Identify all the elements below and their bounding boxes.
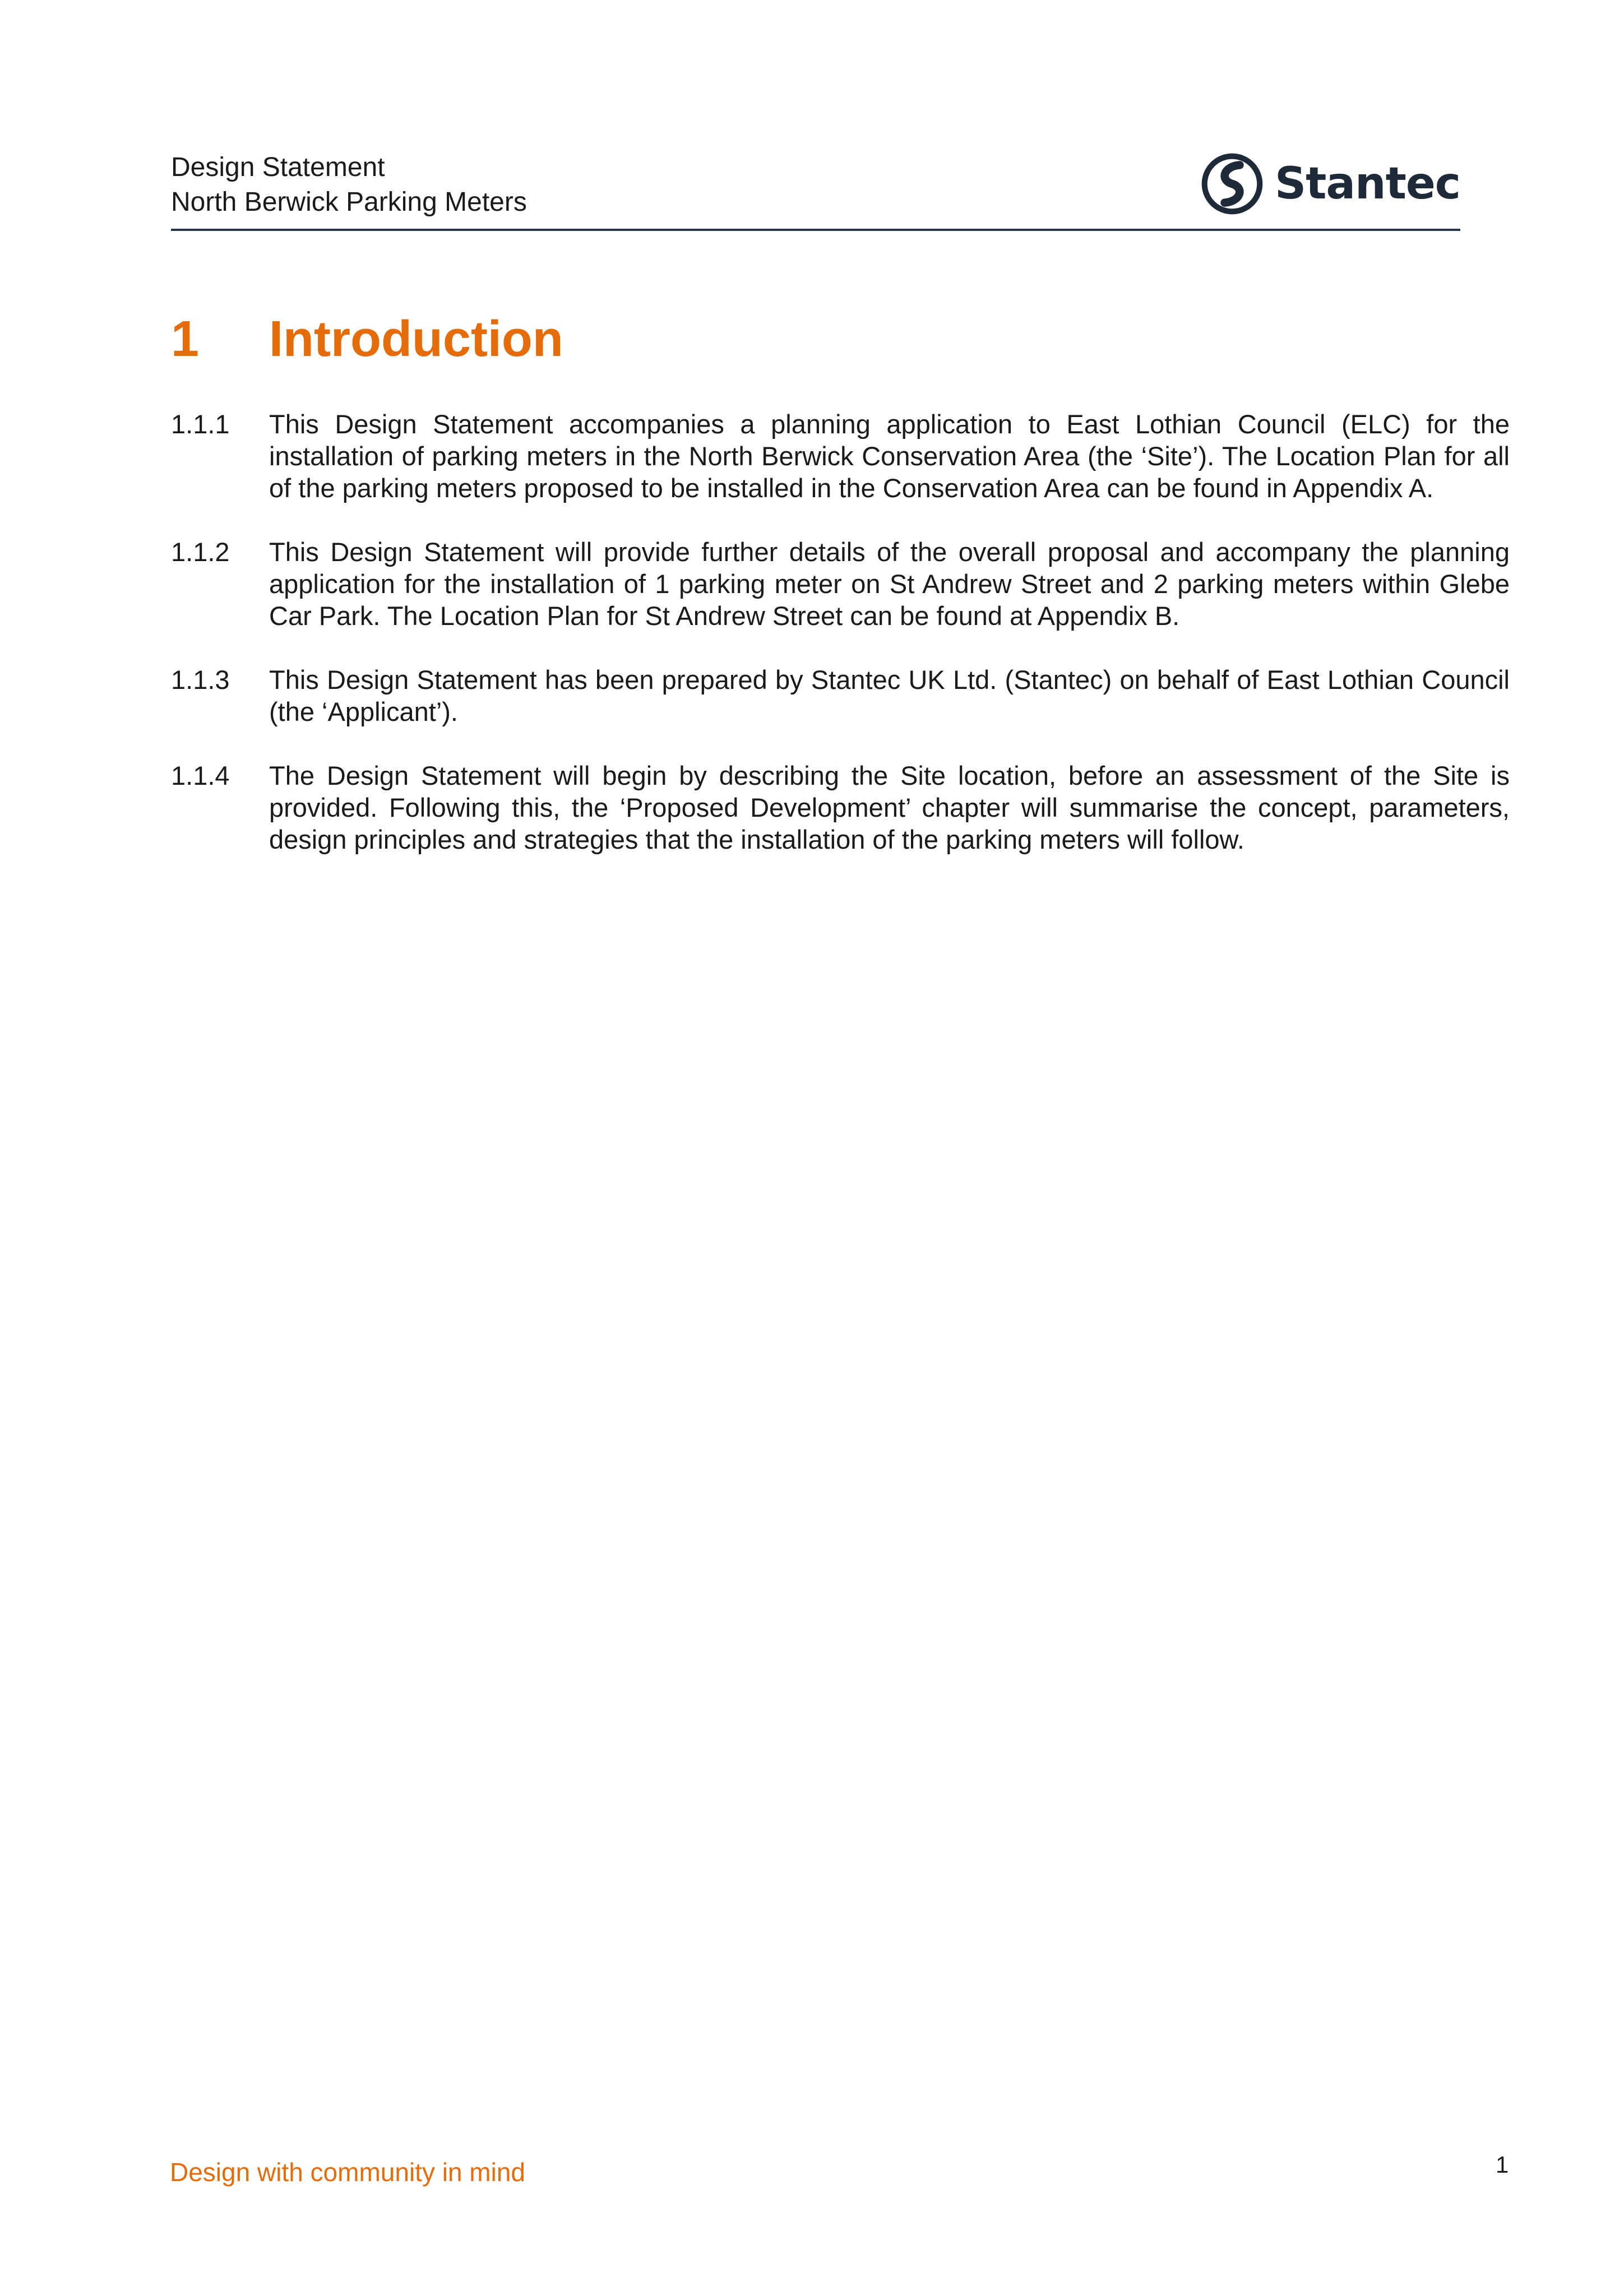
footer-tagline: Design with community in mind <box>170 2158 526 2187</box>
paragraph-text: This Design Statement has been prepared by Stantec UK Ltd. (Stantec) on behalf of East Lothian Council (the ‘Applicant’). <box>269 665 1510 726</box>
paragraph-number: 1.1.3 <box>171 665 230 695</box>
paragraph <box>171 664 1510 728</box>
header-divider <box>171 229 1460 231</box>
paragraph-list <box>171 408 1510 887</box>
paragraph-number: 1.1.2 <box>171 537 230 567</box>
document-title: Design Statement <box>171 152 385 182</box>
paragraph <box>171 760 1510 855</box>
document-subtitle: North Berwick Parking Meters <box>171 187 527 217</box>
document-title-block <box>171 150 527 220</box>
stantec-s-logo-icon <box>1201 152 1264 215</box>
section-title: Introduction <box>269 311 563 367</box>
section-heading <box>171 305 563 373</box>
paragraph-text: This Design Statement accompanies a planning application to East Lothian Council (ELC) for the installation of parking meters in the North Berwick Conservation Area (the ‘Site’). The Location Plan for all of the parking meters proposed to be installed in the Conservation Area can be found in Appendix A. <box>269 409 1510 503</box>
paragraph-text: The Design Statement will begin by describing the Site location, before an assessment of the Site is provided. Following this, the ‘Proposed Development’ chapter will summarise the concept, parameters, design principles and strategies that the installation of the parking meters will follow. <box>269 761 1510 854</box>
paragraph-number: 1.1.1 <box>171 409 230 439</box>
paragraph <box>171 536 1510 632</box>
page-number: 1 <box>1496 2151 1509 2178</box>
section-number: 1 <box>171 311 200 367</box>
paragraph-text: This Design Statement will provide further details of the overall proposal and accompany the planning application for the installation of 1 parking meter on St Andrew Street and 2 parking meters within Glebe Car Park. The Location Plan for St Andrew Street can be found at Appendix B. <box>269 537 1510 631</box>
paragraph <box>171 408 1510 504</box>
stantec-logo <box>1201 150 1460 217</box>
paragraph-number: 1.1.4 <box>171 761 230 790</box>
page-header <box>171 150 1460 229</box>
logo-wordmark: Stantec <box>1274 159 1460 209</box>
